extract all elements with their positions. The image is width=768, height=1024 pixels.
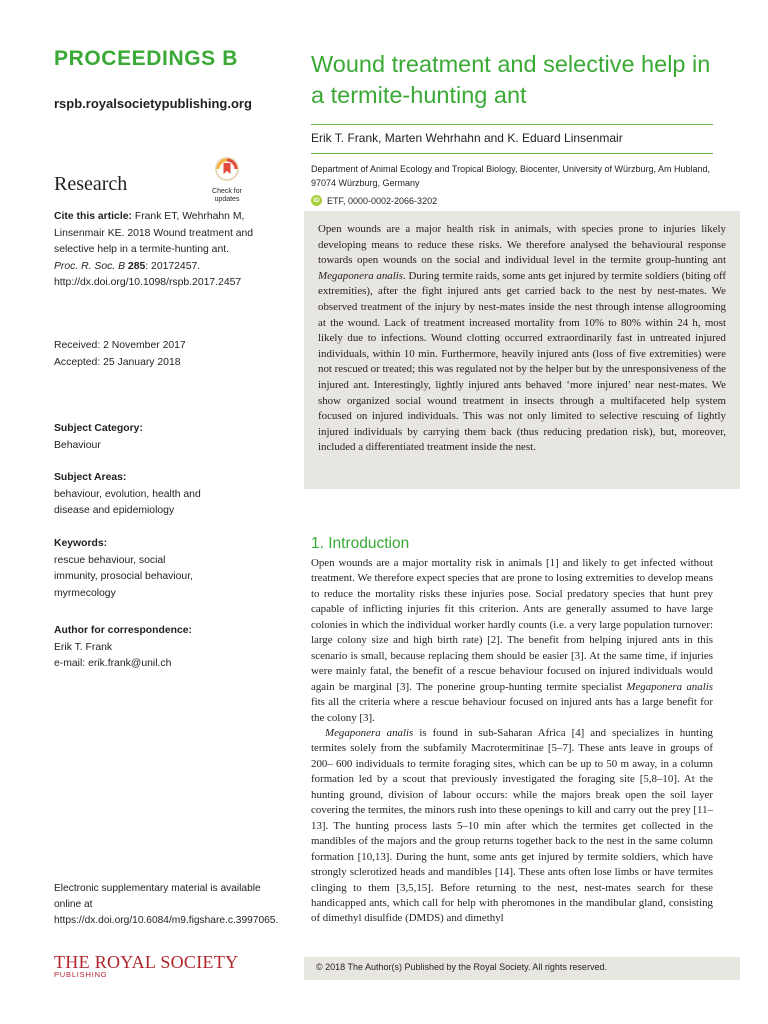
subject-category	[54, 421, 254, 454]
correspondence-email[interactable]: e-mail: erik.frank@unil.ch	[54, 658, 172, 669]
subject-areas-value: behaviour, evolution, health and disease and epidemiology	[54, 488, 201, 516]
article-title: Wound treatment and selective help in a termite-hunting ant	[311, 51, 711, 108]
keywords-value: rescue behaviour, social immunity, prosocial behaviour, myrmecology	[54, 554, 193, 599]
subject-category-label: Subject Category:	[54, 423, 143, 434]
keywords	[54, 536, 209, 602]
copyright-text: © 2018 The Author(s) Published by the Royal Society. All rights reserved.	[316, 962, 607, 972]
section-heading-introduction: 1. Introduction	[311, 535, 410, 552]
section-label: Research	[54, 173, 128, 195]
cite-journal: Proc. R. Soc. B	[54, 260, 126, 272]
cite-pages: : 20172457.	[145, 260, 201, 272]
subject-areas-label: Subject Areas:	[54, 472, 127, 483]
correspondence-label: Author for correspondence:	[54, 625, 192, 636]
subject-category-value: Behaviour	[54, 439, 101, 451]
correspondence-name: Erik T. Frank	[54, 641, 113, 653]
journal-site-link[interactable]: rspb.royalsocietypublishing.org	[54, 96, 252, 111]
check-for-updates-label: Check for updates	[212, 188, 242, 203]
received-date: Received: 2 November 2017	[54, 340, 186, 351]
orcid-line[interactable]	[311, 195, 437, 206]
title-rule	[311, 124, 713, 125]
citation-block	[54, 209, 254, 292]
intro-paragraph-1: Open wounds are a major mortality risk in animals [1] and likely to get infected without treatment. We therefore expect species that are prone to losing extremities to develop means to reduce the mortality risks these injuries pose. Social predatory species that hunt prey capable of inflicting injuries fit this criterion. Ants are generally assumed to have large colonies in which the individual worker hardly counts (i.e. a very large population turnover: large colony size and high birth rate) [2]. The benefit from helping injured ants in this scenario is small, because replacing them should be easier [3]. At the same time, if injuries were mainly fatal, the benefit of a rescue behaviour focused on injured individuals would again be marginal [3]. The ponerine group-hunting termite specialist Megaponera analis fits all the criteria where a rescue behaviour focused on injured ants has a large benefit for the colony [3].	[311, 557, 713, 724]
intro-paragraph-2: Megaponera analis is found in sub-Saharan Africa [4] and specializes in hunting termites solely from the subfamily Macrotermitinae [5–7]. These ants leave in groups of 200– 600 individuals to termite foraging sites, which can be up to 50 m away, in a column formation led by a scout that previously investigated the foraging site [5,8–10]. At the hunting ground, division of labour occurs: while the majors break open the soil layer covering the termites, the minors rush into these openings to kill and carry out the prey [11–13]. The hunting process lasts 5–10 min after which the termites get collected in the mandibles of the majors and the group returns together back to the nest in the same column formation [10,13]. During the hunt, some ants get injured by termite soldiers, which have strongly sclerotized heads and mandibles [14]. These ants often lose limbs or have termites clinging to them [3,5,15]. Before returning to the nest, nest-mates search for these handicapped ants, which call for help with pheromones in the mandibular gland, consisting of dimethyl disulfide (DMDS) and dimethyl	[311, 726, 713, 925]
abstract-text: Open wounds are a major health risk in animals, with species prone to injuries likely developing means to reduce these risks. We therefore analysed the behavioural response towards open wounds on the social and individual level in the termite group-hunting ant Megaponera analis. During termite raids, some ants get injured by termite soldiers (biting off extremities), after the fight injured ants get carried back to the nest by nest-mates. We observed treatment of the injury by nest-mates inside the nest through intense allogrooming at the wound. Lack of treatment increased mortality from 10% to 80% within 24 h, most likely due to infections. Wound clotting occurred extraordinarily fast in untreated injured individuals, within 10 min. Furthermore, heavily injured ants (loss of five extremities) were not rescued or treated; this was regulated not by the helper but by the unresponsiveness of the injured ant. Interestingly, lightly injured ants behaved ‘more injured’ near nest-mates. We show organized social wound treatment in insects through a multifaceted help system focused on injured individuals. This was not only limited to selective rescuing of lightly injured individuals by carrying them back (thus reducing predation risk), but, moreover, included a differentiated treatment inside the nest.	[318, 223, 726, 454]
article-affiliation: Department of Animal Ecology and Tropical Biology, Biocenter, University of Würzburg, Am Hubland, 97074 Würzburg, Germany	[311, 164, 711, 188]
dates-block	[54, 338, 254, 371]
check-for-updates-icon	[215, 157, 239, 181]
orcid-icon: iD	[311, 195, 322, 206]
correspondence	[54, 623, 254, 673]
introduction-body	[311, 556, 713, 927]
article-authors: Erik T. Frank, Marten Wehrhahn and K. Eduard Linsenmair	[311, 131, 623, 145]
subject-areas	[54, 470, 224, 520]
cite-label: Cite this article:	[54, 211, 132, 222]
cite-doi-link[interactable]: http://dx.doi.org/10.1098/rspb.2017.2457	[54, 277, 242, 288]
cite-text: Frank ET, Wehrhahn M, Linsenmair KE. 2018 Wound treatment and selective help in a termite-hunting ant.	[54, 211, 254, 255]
journal-title: PROCEEDINGS B	[54, 47, 238, 70]
cite-volume: 285	[127, 260, 146, 272]
authors-rule	[311, 153, 713, 154]
publisher-logo: THE ROYAL SOCIETY	[54, 952, 239, 972]
keywords-label: Keywords:	[54, 538, 108, 549]
supplementary-note: Electronic supplementary material is available online at https://dx.doi.org/10.6084/m9.figshare.c.3997065.	[54, 883, 279, 926]
orcid-text: ETF, 0000-0002-2066-3202	[327, 195, 438, 206]
accepted-date: Accepted: 25 January 2018	[54, 356, 181, 368]
check-for-updates-badge[interactable]	[205, 157, 249, 204]
publisher-logo-sub: PUBLISHING	[54, 970, 108, 979]
